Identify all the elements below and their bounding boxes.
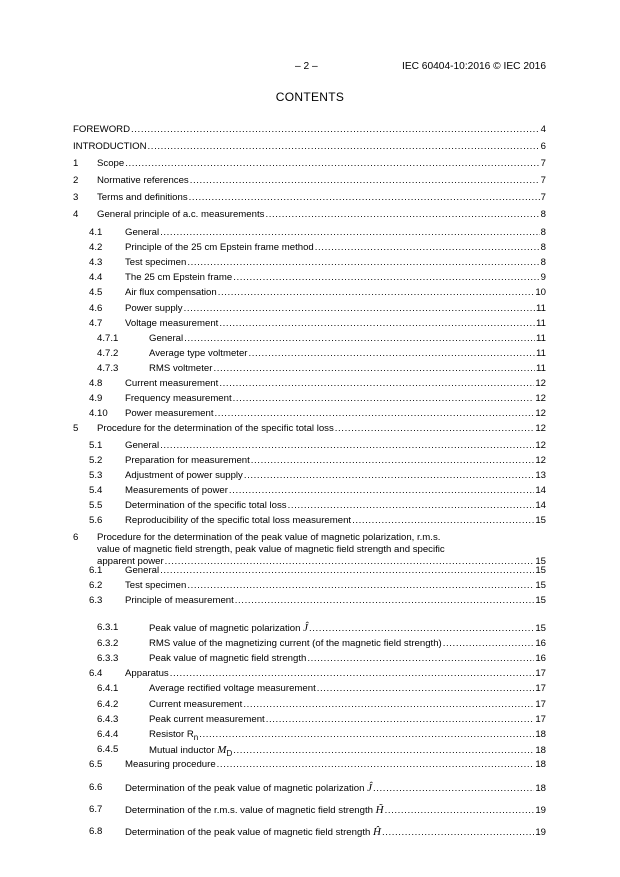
dot-leader xyxy=(217,759,535,770)
toc-entry-title: General xyxy=(125,440,160,451)
dot-leader xyxy=(288,500,535,511)
toc-entry-number: 6.3.1 xyxy=(97,622,119,633)
toc-entry-page: 8 xyxy=(540,242,546,253)
toc-entry-title: Test specimen xyxy=(125,580,187,591)
toc-entry-title: Procedure for the determination of the specific total loss xyxy=(97,423,334,434)
toc-entry-page: 4 xyxy=(540,124,546,135)
toc-entry-number: 5.1 xyxy=(89,440,103,451)
dot-leader xyxy=(244,470,534,481)
dot-leader xyxy=(187,580,534,591)
toc-entry-number: 6.4.5 xyxy=(97,744,119,755)
toc-entry-page: 18 xyxy=(535,783,546,794)
toc-entry-number: 4.7.1 xyxy=(97,333,119,344)
toc-entry-number: 6.4.2 xyxy=(97,699,119,710)
toc-entry-title: Voltage measurement xyxy=(125,318,219,329)
toc-entry-title: Measuring procedure xyxy=(125,759,216,770)
toc-entry-number: 5.3 xyxy=(89,470,103,481)
toc-entry-page: 19 xyxy=(535,805,546,816)
dot-leader xyxy=(131,124,540,135)
toc-entry-page: 11 xyxy=(536,333,546,344)
dot-leader xyxy=(189,192,540,203)
toc-entry-page: 11 xyxy=(536,348,546,359)
toc-entry-number: 6.4.3 xyxy=(97,714,119,725)
dot-leader xyxy=(385,805,535,816)
dot-leader xyxy=(160,227,540,238)
toc-entry-title-line: value of magnetic field strength, peak value of magnetic field strength and specific xyxy=(97,544,445,555)
toc-entry-page: 7 xyxy=(540,175,546,186)
toc-entry-page: 13 xyxy=(535,470,546,481)
dot-leader xyxy=(251,455,535,466)
toc-entry-title: Peak value of magnetic field strength xyxy=(149,653,307,664)
toc-entry-page: 11 xyxy=(536,363,546,374)
toc-entry-number: 5.2 xyxy=(89,455,103,466)
toc-entry-page: 18 xyxy=(535,745,546,756)
dot-leader xyxy=(184,333,535,344)
toc-entry-page: 12 xyxy=(535,440,546,451)
toc-entry-title: Mutual inductor $M_D$ xyxy=(149,744,233,758)
dot-leader xyxy=(443,638,535,649)
toc-entry-title-line: Procedure for the determination of the peak value of magnetic polarization, r.m.s. xyxy=(97,532,441,543)
dot-leader xyxy=(199,729,534,740)
toc-entry-number: 4.4 xyxy=(89,272,103,283)
toc-entry-title: Adjustment of power supply xyxy=(125,470,243,481)
toc-entry-title: Measurements of power xyxy=(125,485,228,496)
toc-entry-number: 6.5 xyxy=(89,759,103,770)
dot-leader xyxy=(184,303,535,314)
toc-entry-page: 15 xyxy=(535,565,546,576)
dot-leader xyxy=(229,485,534,496)
toc-entry-title: FOREWORD xyxy=(73,124,131,135)
toc-entry-page: 18 xyxy=(535,759,546,770)
toc-entry-number: 4.5 xyxy=(89,287,103,298)
dot-leader xyxy=(219,318,535,329)
toc-entry-title: Power supply xyxy=(125,303,183,314)
toc-entry-page: 17 xyxy=(535,714,546,725)
toc-entry-title: General xyxy=(125,565,160,576)
toc-entry-number: 4.10 xyxy=(89,408,108,419)
toc-entry-page: 16 xyxy=(535,653,546,664)
toc-entry-title: General principle of a.c. measurements xyxy=(97,209,265,220)
toc-entry-title: RMS value of the magnetizing current (of the magnetic field strength) xyxy=(149,638,442,649)
toc-entry-number: 6.3.3 xyxy=(97,653,119,664)
toc-entry-number: 3 xyxy=(73,192,79,203)
toc-entry-page: 17 xyxy=(535,683,546,694)
toc-entry-page: 12 xyxy=(535,378,546,389)
dot-leader xyxy=(307,653,534,664)
dot-leader xyxy=(233,272,539,283)
toc-entry-title: Average rectified voltage measurement xyxy=(149,683,316,694)
toc-entry-title: Scope xyxy=(97,158,125,169)
math-symbol: H̃ xyxy=(375,804,384,816)
toc-entry-page: 10 xyxy=(535,287,546,298)
toc-entry-page: 11 xyxy=(536,318,546,329)
toc-entry-page: 12 xyxy=(535,408,546,419)
toc-entry-title: Principle of the 25 cm Epstein frame method xyxy=(125,242,314,253)
dot-leader xyxy=(160,565,534,576)
toc-entry-title: The 25 cm Epstein frame xyxy=(125,272,233,283)
toc-entry-title: Normative references xyxy=(97,175,189,186)
toc-entry-page: 11 xyxy=(536,303,546,314)
page-header xyxy=(0,61,620,75)
toc-entry-page: 15 xyxy=(535,580,546,591)
toc-entry-number: 5.6 xyxy=(89,515,103,526)
toc-entry-title: Peak value of magnetic polarization Ĵ xyxy=(149,622,309,634)
toc-entry-page: 17 xyxy=(535,668,546,679)
toc-entry-page: 15 xyxy=(535,515,546,526)
toc-entry-page: 14 xyxy=(535,485,546,496)
toc-entry-title: Preparation for measurement xyxy=(125,455,250,466)
toc-entry-title: Apparatus xyxy=(125,668,169,679)
dot-leader xyxy=(190,175,540,186)
toc-entry-number: 6.1 xyxy=(89,565,103,576)
dot-leader xyxy=(213,363,535,374)
toc-entry-page: 8 xyxy=(540,209,546,220)
dot-leader xyxy=(170,668,535,679)
toc-entry-title: Terms and definitions xyxy=(97,192,188,203)
toc-entry-title: INTRODUCTION xyxy=(73,141,147,152)
math-symbol: Ĵ xyxy=(367,782,373,794)
dot-leader xyxy=(148,141,540,152)
toc-entry-title: Average type voltmeter xyxy=(149,348,248,359)
toc-entry-page: 16 xyxy=(535,638,546,649)
toc-entry-number: 6 xyxy=(73,532,79,543)
dot-leader xyxy=(233,745,534,756)
toc-entry-page: 6 xyxy=(540,141,546,152)
toc-entry-number: 6.3 xyxy=(89,595,103,606)
toc-entry-page: 12 xyxy=(535,455,546,466)
toc-entry-number: 6.3.2 xyxy=(97,638,119,649)
toc-entry-title: RMS voltmeter xyxy=(149,363,213,374)
toc-entry-page: 19 xyxy=(535,827,546,838)
toc-entry-title: General xyxy=(149,333,184,344)
dot-leader xyxy=(219,378,534,389)
math-symbol: M xyxy=(217,744,227,756)
toc-entry-number: 2 xyxy=(73,175,79,186)
toc-entry-title: apparent power xyxy=(97,556,164,567)
toc-entry-number: 4.7 xyxy=(89,318,103,329)
toc-entry-number: 4.7.2 xyxy=(97,348,119,359)
toc-entry-number: 5.5 xyxy=(89,500,103,511)
toc-entry-title: Reproducibility of the specific total loss measurement xyxy=(125,515,352,526)
toc-entry-number: 4 xyxy=(73,209,79,220)
toc-entry-page: 8 xyxy=(540,257,546,268)
dot-leader xyxy=(373,783,534,794)
dot-leader xyxy=(315,242,540,253)
dot-leader xyxy=(317,683,535,694)
toc-entry-number: 4.8 xyxy=(89,378,103,389)
dot-leader xyxy=(215,408,535,419)
dot-leader xyxy=(309,623,534,634)
toc-entry-number: 6.7 xyxy=(89,804,103,815)
standard-reference: IEC 60404-10:2016 © IEC 2016 xyxy=(401,61,546,72)
toc-entry-page: 17 xyxy=(535,699,546,710)
toc-entry-number: 4.9 xyxy=(89,393,103,404)
page-number: – 2 – xyxy=(295,61,318,72)
toc-entry-page: 18 xyxy=(535,729,546,740)
toc-entry-page: 15 xyxy=(535,595,546,606)
math-symbol: Ĵ xyxy=(303,622,309,634)
dot-leader xyxy=(382,827,534,838)
subscript: n xyxy=(193,732,199,742)
dot-leader xyxy=(125,158,539,169)
math-symbol: Ĥ xyxy=(372,826,381,838)
toc-entry-page: 15 xyxy=(535,623,546,634)
dot-leader xyxy=(248,348,535,359)
toc-entry-title: Determination of the peak value of magnetic field strength Ĥ xyxy=(125,826,381,838)
toc-entry-page: 8 xyxy=(540,227,546,238)
toc-entry-page: 15 xyxy=(535,556,546,567)
toc-entry-number: 6.2 xyxy=(89,580,103,591)
toc-entry-page: 12 xyxy=(535,393,546,404)
dot-leader xyxy=(352,515,534,526)
toc-entry-number: 5 xyxy=(73,423,79,434)
toc-entry-title: Frequency measurement xyxy=(125,393,232,404)
toc-entry-number: 6.6 xyxy=(89,782,103,793)
toc-entry-title: General xyxy=(125,227,160,238)
toc-entry-page: 12 xyxy=(535,423,546,434)
dot-leader xyxy=(243,699,534,710)
toc-entry-number: 6.4.4 xyxy=(97,729,119,740)
toc-entry-number: 6.4.1 xyxy=(97,683,119,694)
toc-entry-page: 7 xyxy=(540,158,546,169)
page-title: CONTENTS xyxy=(275,90,345,104)
dot-leader xyxy=(160,440,534,451)
toc-entry-number: 1 xyxy=(73,158,79,169)
toc-entry-number: 6.8 xyxy=(89,826,103,837)
toc-entry-title: Peak current measurement xyxy=(149,714,265,725)
toc-entry-number: 4.2 xyxy=(89,242,103,253)
toc-entry-number: 5.4 xyxy=(89,485,103,496)
toc-entry-title: Test specimen xyxy=(125,257,187,268)
toc-entry-page: 14 xyxy=(535,500,546,511)
toc-entry-number: 4.7.3 xyxy=(97,363,119,374)
dot-leader xyxy=(266,714,535,725)
toc-entry-number: 6.4 xyxy=(89,668,103,679)
toc-entry-title: Determination of the specific total loss xyxy=(125,500,287,511)
dot-leader xyxy=(218,287,535,298)
subscript: D xyxy=(226,748,233,758)
toc-entry-page: 7 xyxy=(540,192,546,203)
toc-entry-title: Determination of the r.m.s. value of magnetic field strength H̃ xyxy=(125,804,384,816)
toc-entry-number: 4.6 xyxy=(89,303,103,314)
toc-entry-title: Power measurement xyxy=(125,408,214,419)
dot-leader xyxy=(335,423,535,434)
dot-leader xyxy=(233,393,535,404)
dot-leader xyxy=(187,257,539,268)
toc-entry-title: Current measurement xyxy=(149,699,243,710)
toc-entry-number: 4.1 xyxy=(89,227,103,238)
toc-entry-title: Principle of measurement xyxy=(125,595,234,606)
toc-entry-number: 4.3 xyxy=(89,257,103,268)
toc-entry-title: Current measurement xyxy=(125,378,219,389)
toc-entry-title: Determination of the peak value of magnetic polarization Ĵ xyxy=(125,782,373,794)
toc-entry-title: Air flux compensation xyxy=(125,287,217,298)
toc-entry-title: Resistor $R_n$ xyxy=(149,729,199,742)
dot-leader xyxy=(235,595,535,606)
toc-entry-page: 9 xyxy=(540,272,546,283)
dot-leader xyxy=(265,209,539,220)
